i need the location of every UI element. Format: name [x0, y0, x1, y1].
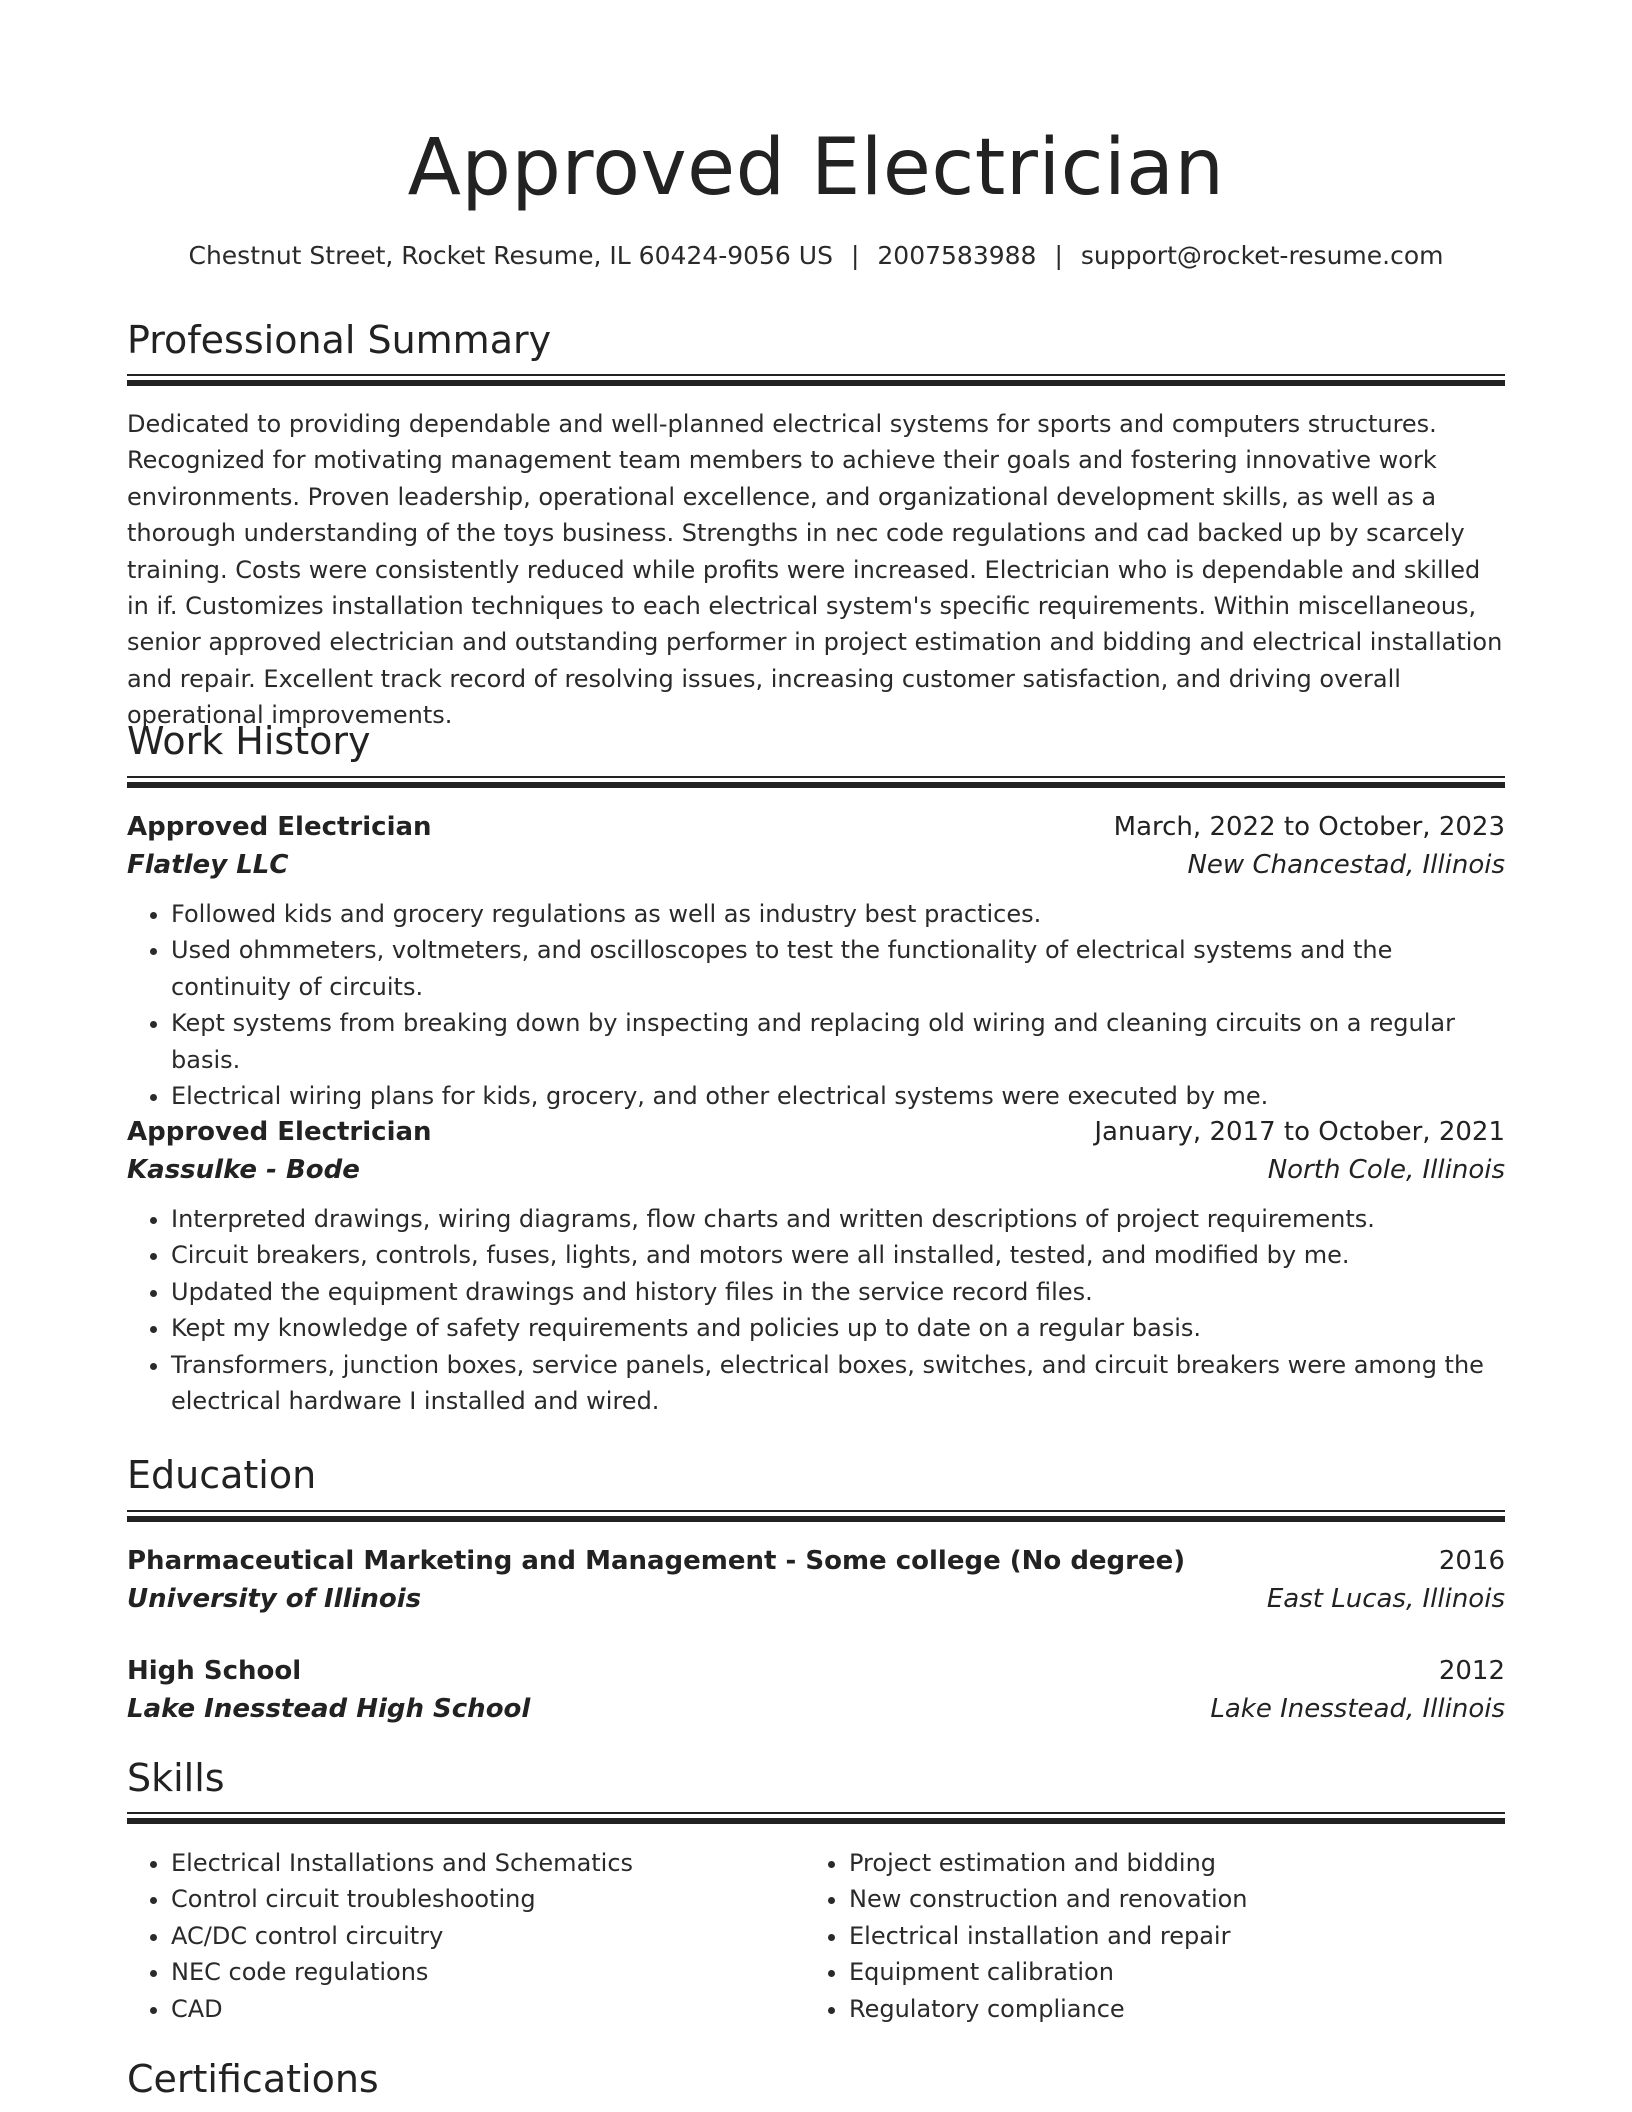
- job-bullet: • Updated the equipment drawings and history files in the service record files.: [171, 1274, 1505, 1310]
- skill-item: • Control circuit troubleshooting: [171, 1881, 805, 1917]
- skill-item: • Regulatory compliance: [849, 1991, 1483, 2027]
- section-title-certifications: Certifications: [127, 2057, 379, 2101]
- skill-item: • Electrical Installations and Schematics: [171, 1845, 805, 1881]
- job-company: Flatley LLC: [127, 850, 289, 880]
- job-title: Approved Electrician: [127, 1117, 432, 1147]
- job-dates: March, 2022 to October, 2023: [1113, 812, 1505, 842]
- job-bullet: • Kept systems from breaking down by inspecting and replacing old wiring and cleaning circuits on a regular basis.: [171, 1005, 1505, 1078]
- skill-item: • Electrical installation and repair: [849, 1918, 1483, 1954]
- job-bullet: • Followed kids and grocery regulations as well as industry best practices.: [171, 896, 1505, 932]
- education-entry: [127, 1652, 1505, 1728]
- skill-item: • CAD: [171, 1991, 805, 2027]
- contact-address: Chestnut Street, Rocket Resume, IL 60424-9056 US: [188, 241, 833, 270]
- job-bullet: • Transformers, junction boxes, service panels, electrical boxes, switches, and circuit breakers were among the electrical hardware I installed and wired.: [171, 1347, 1505, 1420]
- job-bullet: • Interpreted drawings, wiring diagrams, flow charts and written descriptions of project requirements.: [171, 1201, 1505, 1237]
- section-title-summary: Professional Summary: [127, 318, 552, 362]
- summary-text: Dedicated to providing dependable and well-planned electrical systems for sports and computers structures. Recognized for motivating management team members to achieve their goals and fostering innovative work environments. Proven leadership, operational excellence, and organizational development skills, as well as a thorough understanding of the toys business. Strengths in nec code regulations and cad backed up by scarcely training. Costs were consistently reduced while profits were increased. Electrician who is dependable and skilled in if. Customizes installation techniques to each electrical system's specific requirements. Within miscellaneous, senior approved electrician and outstanding performer in project estimation and bidding and electrical installation and repair. Excellent track record of resolving issues, increasing customer satisfaction, and driving overall operational improvements.: [127, 410, 1503, 730]
- education-school: Lake Inesstead High School: [127, 1694, 531, 1724]
- job-bullets: [127, 1201, 1505, 1419]
- job-entry: [127, 808, 1505, 1114]
- contact-email: support@rocket-resume.com: [1080, 241, 1444, 270]
- education-entry: [127, 1542, 1505, 1618]
- skills-list: [127, 1845, 1505, 2027]
- education-year: 2016: [1438, 1546, 1505, 1576]
- job-title: Approved Electrician: [127, 812, 432, 842]
- section-divider: [127, 374, 1505, 385]
- section-divider: [127, 1510, 1505, 1521]
- contact-phone: 2007583988: [877, 241, 1037, 270]
- skill-item: • NEC code regulations: [171, 1954, 805, 1990]
- education-degree: High School: [127, 1656, 302, 1686]
- section-title-education: Education: [127, 1453, 317, 1497]
- job-bullet: • Used ohmmeters, voltmeters, and oscilloscopes to test the functionality of electrical systems and the continuity of circuits.: [171, 932, 1505, 1005]
- education-year: 2012: [1438, 1656, 1505, 1686]
- section-title-work-history: Work History: [127, 719, 371, 763]
- job-company: Kassulke - Bode: [127, 1155, 360, 1185]
- contact-separator: |: [850, 241, 860, 270]
- skill-item: • New construction and renovation: [849, 1881, 1483, 1917]
- education-school: University of Illinois: [127, 1584, 422, 1614]
- job-bullet: • Electrical wiring plans for kids, grocery, and other electrical systems were executed by me.: [171, 1078, 1505, 1114]
- job-location: North Cole, Illinois: [1267, 1155, 1505, 1185]
- job-location: New Chancestad, Illinois: [1187, 850, 1505, 880]
- skill-item: • AC/DC control circuitry: [171, 1918, 805, 1954]
- job-bullets: [127, 896, 1505, 1114]
- contact-separator: |: [1054, 241, 1063, 270]
- job-dates: January, 2017 to October, 2021: [1094, 1117, 1505, 1147]
- contact-line: [127, 238, 1505, 274]
- skills-column-right: [805, 1845, 1483, 2027]
- education-location: Lake Inesstead, Illinois: [1210, 1694, 1505, 1724]
- education-location: East Lucas, Illinois: [1266, 1584, 1505, 1614]
- section-divider: [127, 1812, 1505, 1823]
- job-bullet: • Circuit breakers, controls, fuses, lights, and motors were all installed, tested, and modified by me.: [171, 1237, 1505, 1273]
- skill-item: • Project estimation and bidding: [849, 1845, 1483, 1881]
- education-degree: Pharmaceutical Marketing and Management - Some college (No degree): [127, 1546, 1186, 1576]
- skill-item: • Equipment calibration: [849, 1954, 1483, 1990]
- skills-column-left: [127, 1845, 805, 2027]
- candidate-name: Approved Electrician: [407, 123, 1225, 213]
- job-bullet: • Kept my knowledge of safety requirements and policies up to date on a regular basis.: [171, 1310, 1505, 1346]
- section-divider: [127, 776, 1505, 787]
- section-title-skills: Skills: [127, 1756, 225, 1800]
- job-entry: [127, 1113, 1505, 1419]
